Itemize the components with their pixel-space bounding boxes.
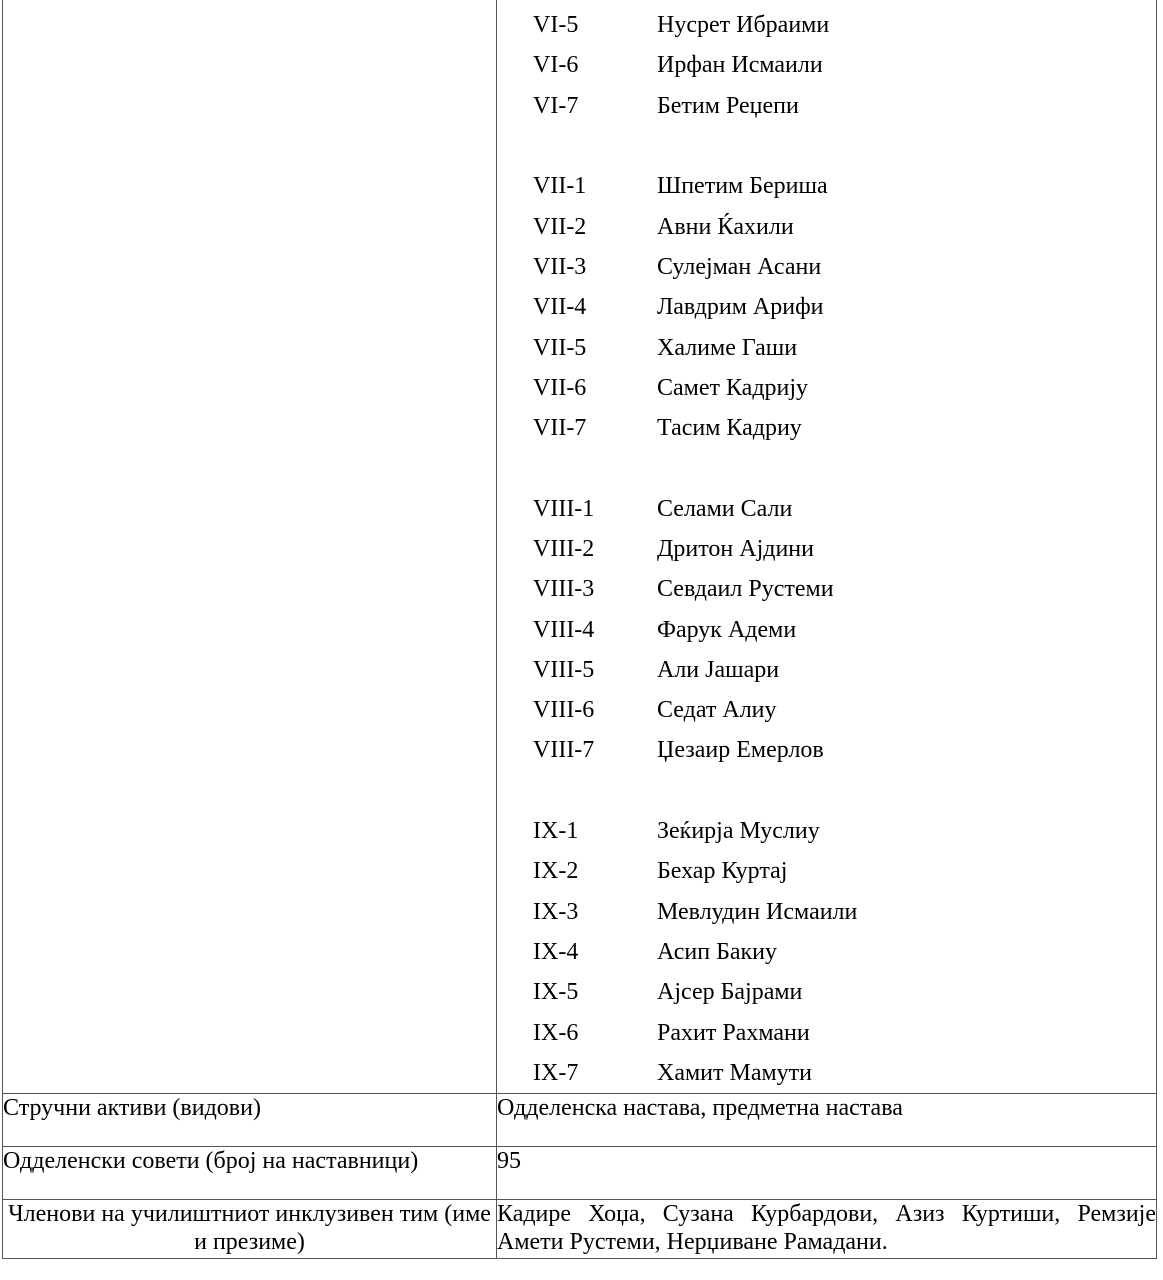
- class-teacher-row: [533, 45, 1156, 85]
- class-councils-row: [3, 1147, 1157, 1200]
- class-teacher-row: [533, 851, 1156, 891]
- class-code: VII-3: [533, 253, 587, 280]
- teacher-name: Рахит Рахмани: [657, 1019, 810, 1046]
- teacher-name: Шпетим Бериша: [657, 173, 828, 200]
- class-teacher-row: [533, 489, 1156, 529]
- class-teacher-row: [533, 730, 1156, 770]
- class-teacher-row: [533, 1053, 1156, 1093]
- class-code: IX-1: [533, 818, 579, 845]
- inclusive-team-row: [3, 1200, 1157, 1259]
- class-councils-value: 95: [497, 1147, 1157, 1200]
- class-teachers-list-cell: [497, 0, 1157, 1094]
- class-teacher-row: [533, 811, 1156, 851]
- class-teacher-row: [533, 327, 1156, 367]
- group-spacer: [533, 448, 1156, 488]
- class-teacher-row: [533, 690, 1156, 730]
- teacher-name: Лавдрим Арифи: [657, 294, 824, 321]
- class-code: IX-2: [533, 858, 579, 885]
- teacher-name: Асип Бакиу: [657, 938, 778, 965]
- teacher-name: Севдаил Рустеми: [657, 576, 834, 603]
- class-teacher-row: [533, 1012, 1156, 1052]
- teacher-name: Џезаир Емерлов: [657, 737, 824, 764]
- inclusive-team-value: Кадире Хоџа, Сузана Курбардови, Азиз Куртиши, Ремзије Амети Рустеми, Нерџиване Рамадани.: [497, 1200, 1157, 1259]
- teacher-name: Дритон Ајдини: [657, 536, 814, 562]
- class-teacher-row: [533, 609, 1156, 649]
- class-teacher-row: [533, 287, 1156, 327]
- class-code: IX-5: [533, 979, 579, 1006]
- class-code: VII-7: [533, 415, 587, 442]
- teacher-name: Нусрет Ибраими: [657, 12, 830, 39]
- school-info-table: [2, 0, 1157, 1259]
- class-teacher-row: [533, 368, 1156, 408]
- class-code: VI-5: [533, 12, 579, 39]
- class-code: VII-4: [533, 294, 587, 321]
- class-code: VII-2: [533, 213, 587, 240]
- class-code: VIII-4: [533, 616, 595, 643]
- class-teacher-row: [533, 529, 1156, 569]
- class-code: VIII-5: [533, 656, 595, 683]
- class-code: VII-1: [533, 173, 587, 200]
- class-teacher-row: [533, 166, 1156, 206]
- class-teacher-row: [533, 5, 1156, 45]
- group-spacer: [533, 126, 1156, 166]
- class-code: VIII-1: [533, 495, 595, 522]
- class-teacher-row: [533, 892, 1156, 932]
- class-teachers-label-cell: [3, 0, 497, 1094]
- class-code: IX-3: [533, 898, 579, 925]
- teacher-name: Фарук Адеми: [657, 616, 797, 643]
- class-code: VIII-3: [533, 576, 595, 603]
- class-code: VI-7: [533, 92, 579, 119]
- class-teacher-list: [497, 0, 1156, 1093]
- class-teacher-row: [533, 650, 1156, 690]
- teacher-name: Ајсер Бајрами: [657, 979, 803, 1006]
- inclusive-team-label: Членови на училиштниот инклузивен тим (име и презиме): [3, 1200, 497, 1259]
- class-teachers-row: [3, 0, 1157, 1094]
- teacher-name: Сулејман Асани: [657, 253, 822, 280]
- teacher-name: Зеќирја Муслиу: [657, 818, 820, 845]
- teacher-name: Ирфан Исмаили: [657, 52, 823, 79]
- teacher-name: Самет Кадрију: [657, 374, 809, 401]
- class-teacher-row: [533, 86, 1156, 126]
- class-code: VIII-6: [533, 697, 595, 724]
- class-code: VII-6: [533, 374, 587, 401]
- class-teacher-row: [533, 247, 1156, 287]
- teacher-name: Мевлудин Исмаили: [657, 898, 858, 925]
- teacher-name: Селами Сали: [657, 495, 793, 522]
- class-code: IX-6: [533, 1019, 579, 1046]
- class-code: VII-5: [533, 334, 587, 361]
- expert-groups-row: [3, 1094, 1157, 1147]
- teacher-name: Али Јашари: [657, 656, 780, 683]
- teacher-name: Бетим Реџепи: [657, 92, 799, 119]
- teacher-name: Тасим Кадриу: [657, 415, 802, 442]
- class-code: VI-6: [533, 52, 579, 79]
- class-teacher-row: [533, 972, 1156, 1012]
- expert-groups-value: Одделенска настава, предметна настава: [497, 1094, 1157, 1147]
- class-code: VIII-7: [533, 737, 595, 764]
- class-code: IX-7: [533, 1059, 579, 1086]
- class-code: VIII-2: [533, 536, 595, 562]
- class-teacher-row: [533, 569, 1156, 609]
- class-teacher-row: [533, 932, 1156, 972]
- teacher-name: Авни Ќахили: [657, 213, 794, 240]
- class-teacher-row: [533, 206, 1156, 246]
- expert-groups-label: Стручни активи (видови): [3, 1094, 497, 1147]
- class-teacher-row: [533, 408, 1156, 448]
- teacher-name: Седат Алиу: [657, 697, 777, 724]
- teacher-name: Бехар Куртај: [657, 858, 788, 885]
- teacher-name: Хамит Мамути: [657, 1059, 813, 1086]
- teacher-name: Халиме Гаши: [657, 334, 798, 361]
- class-code: IX-4: [533, 938, 579, 965]
- class-councils-label: Одделенски совети (број на наставници): [3, 1147, 497, 1200]
- group-spacer: [533, 771, 1156, 811]
